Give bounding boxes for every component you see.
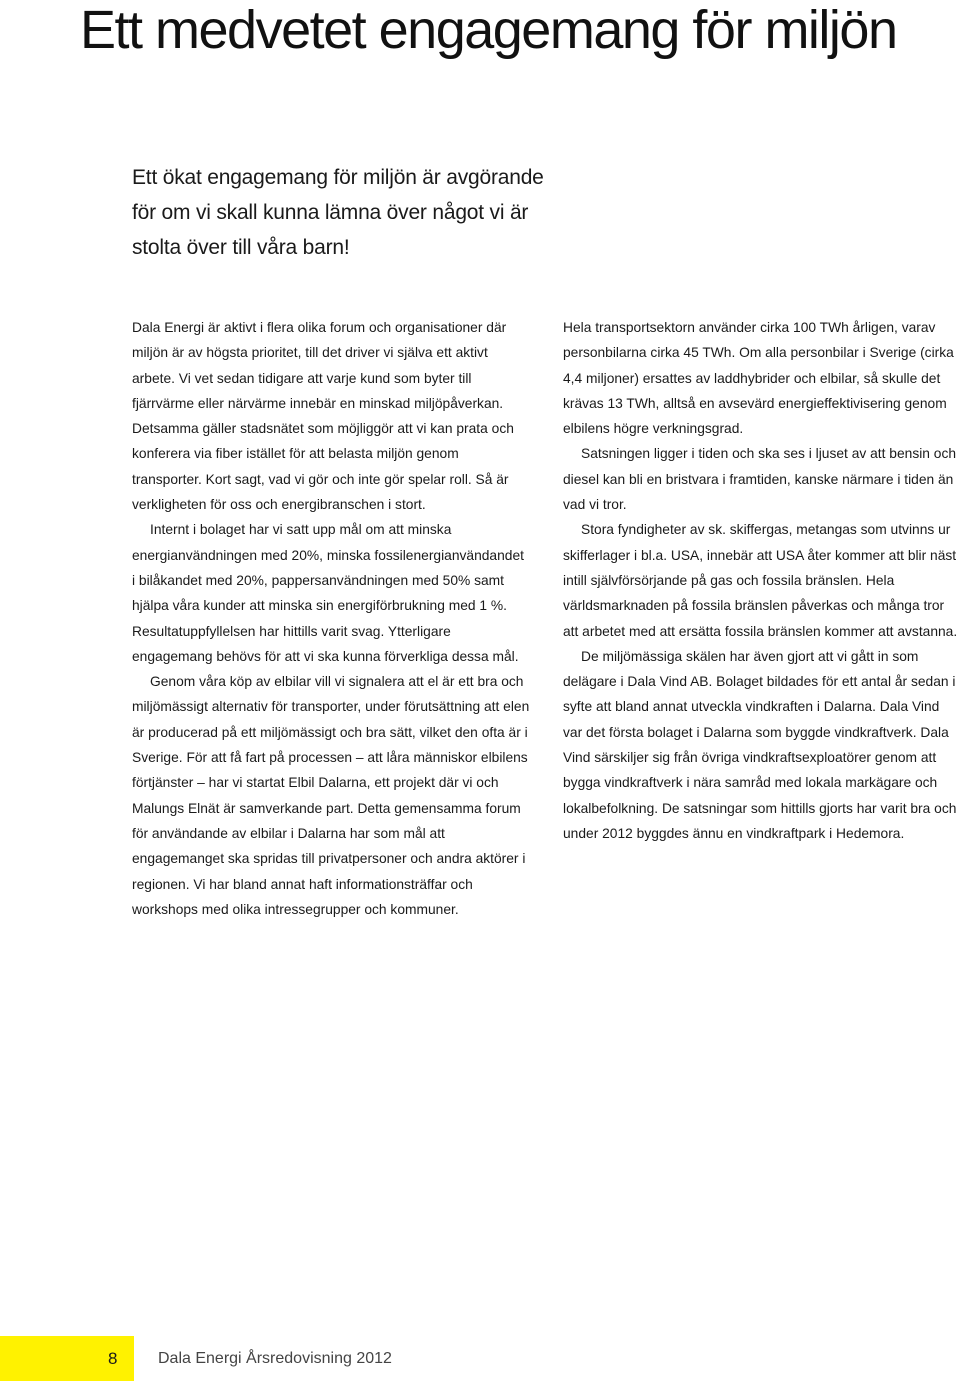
right-column: [563, 315, 960, 846]
page-number: 8: [108, 1349, 118, 1368]
page-title: Ett medvetet engagemang för miljön: [80, 0, 897, 60]
footer-publication-title: Dala Energi Årsredovisning 2012: [158, 1350, 392, 1367]
left-column: [132, 315, 530, 922]
body-paragraph: De miljömässiga skälen har även gjort att vi gått in som delägare i Dala Vind AB. Bolaget bildades för ett antal år sedan i syfte att bland annat utveckla vindkraften i Dalarna. Dala Vind var det första bolaget i Dalarna som byggde vindkraftverk. Dala Vind särskiljer sig från övriga vindkraftsexploatörer genom att bygga vindkraftverk i nära samråd med lokala markägare och lokalbefolkning. De satsningar som hittills gjorts har varit bra och under 2012 byggdes ännu en vindkraftpark i Hedemora.: [563, 648, 957, 841]
body-paragraph: Internt i bolaget har vi satt upp mål om att minska energianvändningen med 20%, minska fossilenergianvändandet i bilåkandet med 20%, pappersanvändningen med 50% samt hjälpa våra kunder att minska sin energiförbrukning med 1 %. Resultatuppfyllelsen har hittills varit svag. Ytterligare engagemang behövs för att vi ska kunna förverkliga dessa mål.: [132, 522, 524, 664]
body-paragraph: Stora fyndigheter av sk. skiffergas, metangas som utvinns ur skifferlager i bl.a. USA, innebär att USA åter kommer att blir näst intill självförsörjande på gas och fossila bränslen. Hela världsmarknaden på fossila bränslen påverkas och många tror att arbetet med att ersätta fossila bränslen kommer att avstanna.: [563, 522, 958, 639]
body-paragraph: Genom våra köp av elbilar vill vi signalera att el är ett bra och miljömässigt alternativ för transporter, under förutsättning att elen är producerad på ett miljömässigt och bra sätt, vilket den ofta är i Sverige. För att få fart på processen – att låra människor elbilens förtjänster – har vi startat Elbil Dalarna, ett projekt där vi och Malungs Elnät är samverkande part. Detta gemensamma forum för användande av elbilar i Dalarna har som mål att engagemanget ska spridas till privatpersoner och andra aktörer i regionen. Vi har bland annat haft informationsträffar och workshops med olika intressegrupper och kommuner.: [132, 674, 530, 917]
lead-paragraph: Ett ökat engagemang för miljön är avgörande för om vi skall kunna lämna över något vi är stolta över till våra barn!: [132, 166, 544, 259]
body-paragraph: Satsningen ligger i tiden och ska ses i ljuset av att bensin och diesel kan bli en bristvara i framtiden, kanske närmare i tiden än vad vi tror.: [563, 446, 957, 513]
body-paragraph: Dala Energi är aktivt i flera olika forum och organisationer där miljön är av högsta prioritet, till det driver vi själva ett aktivt arbete. Vi vet sedan tidigare att varje kund som byter till fjärrvärme eller närvärme innebär en minskad miljöpåverkan. Detsamma gäller stadsnätet som möjliggör att vi kan prata och konferera via fiber istället för att belasta miljön genom transporter. Kort sagt, vad vi gör och inte gör spelar roll. Så är verkligheten för oss och energibranschen i stort.: [132, 320, 514, 513]
body-paragraph: Hela transportsektorn använder cirka 100 TWh årligen, varav personbilarna cirka 45 TWh. Om alla personbilar i Sverige (cirka 4,4 miljoner) ersattes av laddhybrider och elbilar, så skulle det krävas 13 TWh, alltså en avsevärd energieffektivisering genom elbilens högre verkningsgrad.: [563, 320, 954, 437]
